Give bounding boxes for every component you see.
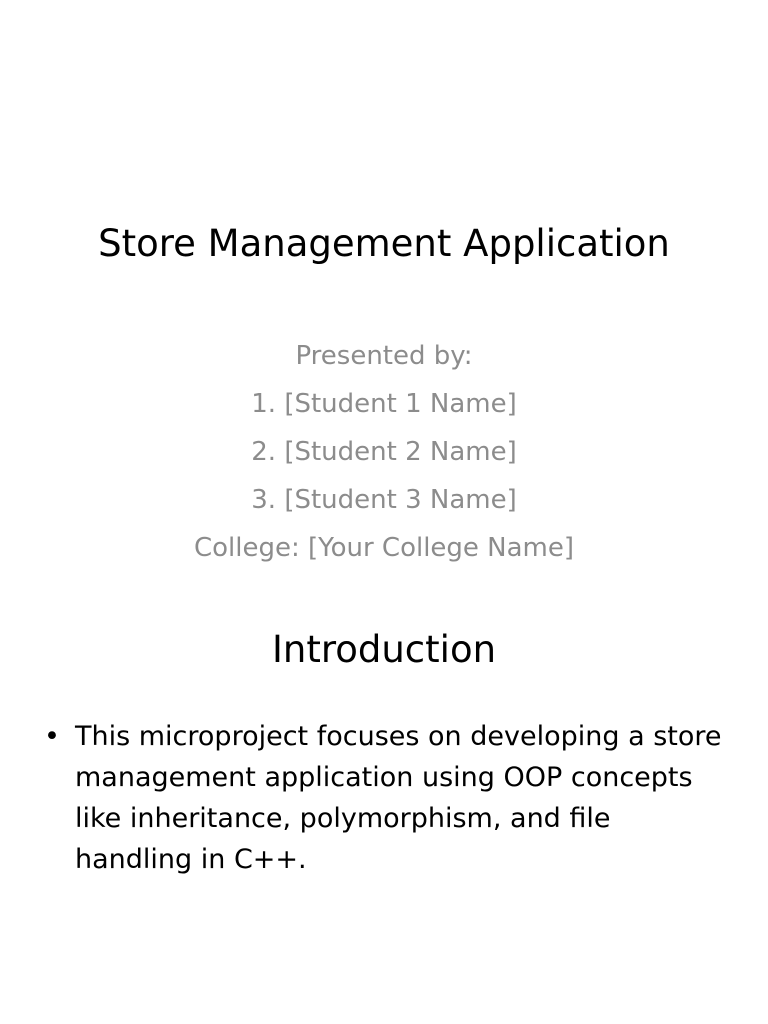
student-3-line: 3. [Student 3 Name] <box>251 485 517 515</box>
college-line: College: [Your College Name] <box>193 533 575 563</box>
introduction-bullet-list <box>40 716 730 880</box>
student-2-line: 2. [Student 2 Name] <box>251 437 517 467</box>
slide-title: Store Management Application <box>98 222 670 265</box>
list-item <box>40 716 730 880</box>
presenters-block <box>0 332 768 572</box>
introduction-heading: Introduction <box>271 628 497 671</box>
presented-by-label: Presented by: <box>295 341 473 371</box>
student-1-line: 1. [Student 1 Name] <box>251 389 517 419</box>
bullet-icon: • <box>44 721 60 752</box>
bullet-text: This microproject focuses on developing a store management application using OOP concepts like inheritance, polymorphism, and file handling in C++. <box>75 721 722 875</box>
